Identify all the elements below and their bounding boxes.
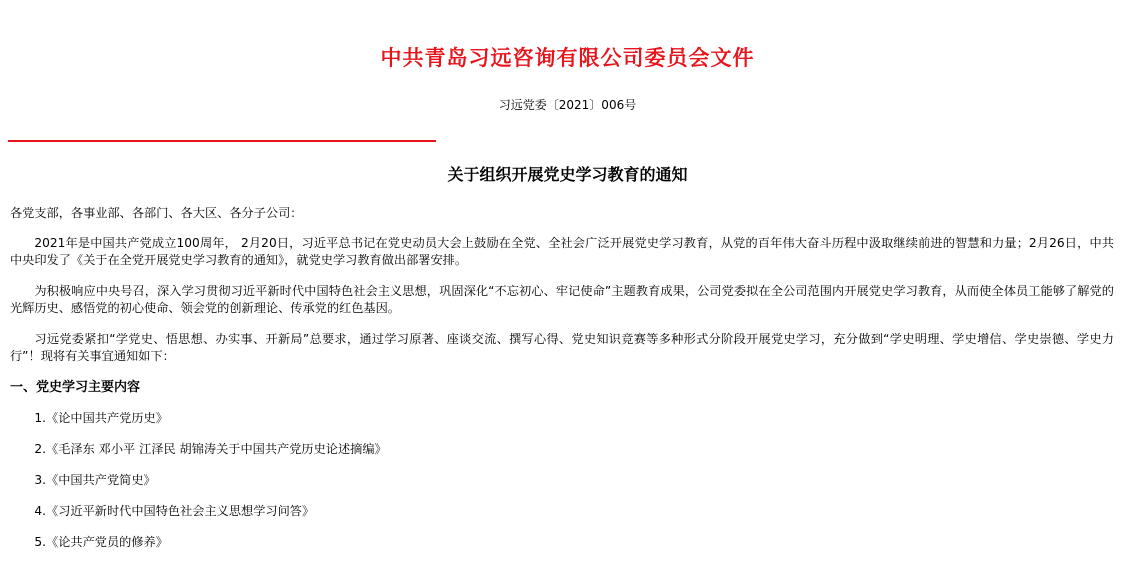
list-item-text: 《毛泽东 邓小平 江泽民 胡锦涛关于中国共产党历史论述摘编》	[46, 442, 387, 456]
section-heading: 一、党史学习主要内容	[10, 380, 141, 395]
list-item-text: 《中国共产党简史》	[46, 473, 156, 487]
list-item-text: 《论中国共产党历史》	[46, 411, 168, 425]
list-item-number: 4.	[34, 504, 47, 518]
list-item-text: 《习近平新时代中国特色社会主义思想学习问答》	[46, 504, 315, 518]
list-item-number: 5.	[34, 535, 47, 549]
list-item-number: 3.	[34, 473, 47, 487]
document-header-title: 中共青岛习远咨询有限公司委员会文件	[380, 45, 755, 70]
list-item-text: 《论共产党员的修养》	[46, 535, 168, 549]
paragraph-2: 为积极响应中央号召，深入学习贯彻习近平新时代中国特色社会主义思想，巩固深化“不忘初心、牢记使命”主题教育成果，公司党委拟在全公司范围内开展党史学习教育，从而使全体员工能够了解党的光辉历史、感悟党的初心使命、领会党的创新理论、传承党的红色基因。	[10, 284, 1114, 315]
notice-body	[10, 205, 1114, 565]
document-number: 习远党委〔2021〕006号	[498, 98, 637, 112]
salutation: 各党支部，各事业部、各部门、各大区、各分子公司：	[10, 206, 303, 220]
paragraph-1: 2021年是中国共产党成立100周年， 2月20日，习近平总书记在党史动员大会上鼓励在全党、全社会广泛开展党史学习教育，从党的百年伟大奋斗历程中汲取继续前进的智慧和力量；2月26日，中共中央印发了《关于在全党开展党史学习教育的通知》，就党史学习教育做出部署安排。	[10, 236, 1114, 267]
list-item	[10, 441, 1114, 458]
paragraph-3: 习远党委紧扣“学党史、悟思想、办实事、开新局”总要求，通过学习原著、座谈交流、撰写心得、党史知识竞赛等多种形式分阶段开展党史学习，充分做到“学史明理、学史增信、学史崇德、学史力行”！现将有关事宜通知如下：	[10, 332, 1114, 363]
red-divider-line	[8, 140, 436, 142]
list-item	[10, 410, 1114, 427]
list-item-number: 2.	[34, 442, 47, 456]
list-item-number: 1.	[34, 411, 47, 425]
list-item	[10, 534, 1114, 551]
notice-title: 关于组织开展党史学习教育的通知	[447, 165, 688, 184]
list-item	[10, 503, 1114, 520]
list-item	[10, 472, 1114, 489]
